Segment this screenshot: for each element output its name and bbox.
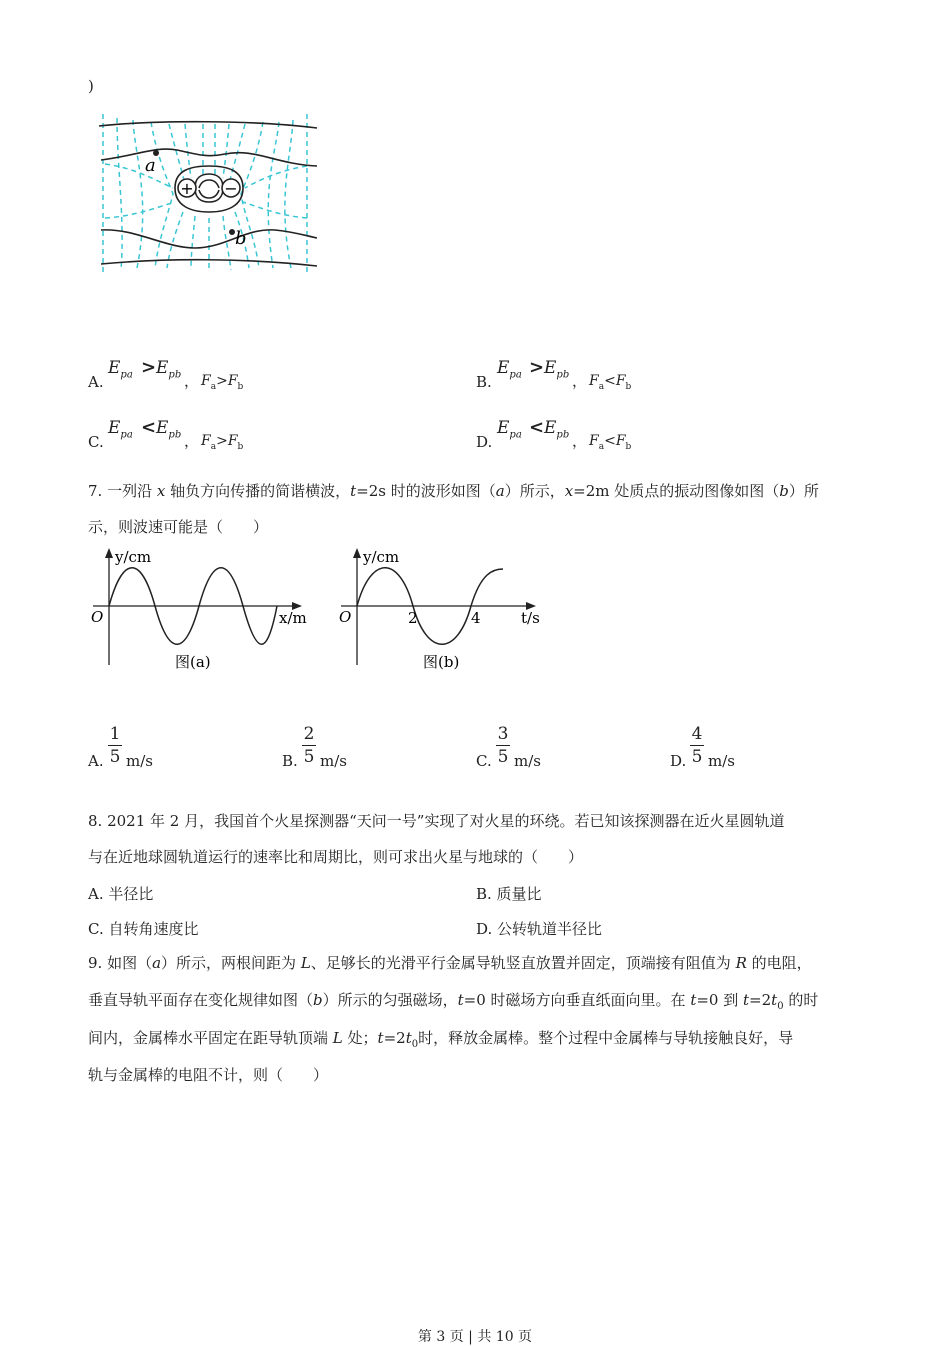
q7-figure-b bbox=[335, 545, 545, 675]
q8-stem-line1: 8. 2021 年 2 月，我国首个火星探测器“天问一号”实现了对火星的环绕。若已知该探测器在近火星圆轨道 bbox=[88, 812, 785, 830]
field-lines bbox=[103, 114, 307, 272]
page-footer: 第 3 页 | 共 10 页 bbox=[417, 1329, 533, 1345]
fig-a-ylabel: y/cm bbox=[115, 548, 152, 566]
fig-a-caption: 图(a) bbox=[175, 653, 211, 671]
fig-b-ylabel: y/cm bbox=[363, 548, 400, 566]
q7-figure-a bbox=[85, 545, 315, 675]
q6-stem-tail: ) bbox=[88, 77, 94, 95]
equipotential-lines bbox=[99, 122, 317, 266]
fig-b-caption: 图(b) bbox=[423, 653, 460, 671]
q6-field-figure bbox=[95, 108, 325, 278]
fig-b-origin: O bbox=[339, 608, 352, 626]
q8-option-b[interactable]: B. 质量比 bbox=[476, 885, 542, 903]
plus-sign: + bbox=[180, 179, 194, 198]
fig-a-origin: O bbox=[91, 608, 104, 626]
q7-stem-line2: 示，则波速可能是（ ） bbox=[88, 518, 269, 536]
q9-stem-line4: 轨与金属棒的电阻不计，则（ ） bbox=[88, 1066, 329, 1084]
q9-stem-line2: 垂直导轨平面存在变化规律如图（b）所示的匀强磁场，t=0 时磁场方向垂直纸面向里。在 t=0 到 $t=2t_0$ 的时 bbox=[88, 991, 819, 1012]
fig-b-tick-2: 2 bbox=[408, 609, 418, 627]
point-a-label: a bbox=[145, 155, 156, 176]
minus-sign: − bbox=[224, 179, 238, 198]
q9-stem-line1: 9. 如图（a）所示，两根间距为 L、足够长的光滑平行金属导轨竖直放置并固定，顶端接有阻值为 R 的电阻， bbox=[88, 954, 812, 972]
fig-a-xlabel: x/m bbox=[279, 609, 307, 627]
fig-b-xlabel: t/s bbox=[521, 609, 540, 627]
q8-option-a[interactable]: A. 半径比 bbox=[88, 885, 154, 903]
q9-stem-line3: 间内，金属棒水平固定在距导轨顶端 L 处；$t=2t_0$时，释放金属棒。整个过程中金属棒与导轨接触良好，导 bbox=[88, 1029, 794, 1050]
q8-stem-line2: 与在近地球圆轨道运行的速率比和周期比，则可求出火星与地球的（ ） bbox=[88, 848, 584, 866]
point-b-label: b bbox=[235, 228, 247, 249]
q8-option-c[interactable]: C. 自转角速度比 bbox=[88, 920, 199, 938]
fig-b-tick-4: 4 bbox=[471, 609, 481, 627]
q7-stem-line1: 7. 一列沿 x 轴负方向传播的简谐横波，t=2s 时的波形如图（a）所示，x=2m 处质点的振动图像如图（b）所 bbox=[88, 482, 819, 500]
q8-option-d[interactable]: D. 公转轨道半径比 bbox=[476, 920, 603, 938]
